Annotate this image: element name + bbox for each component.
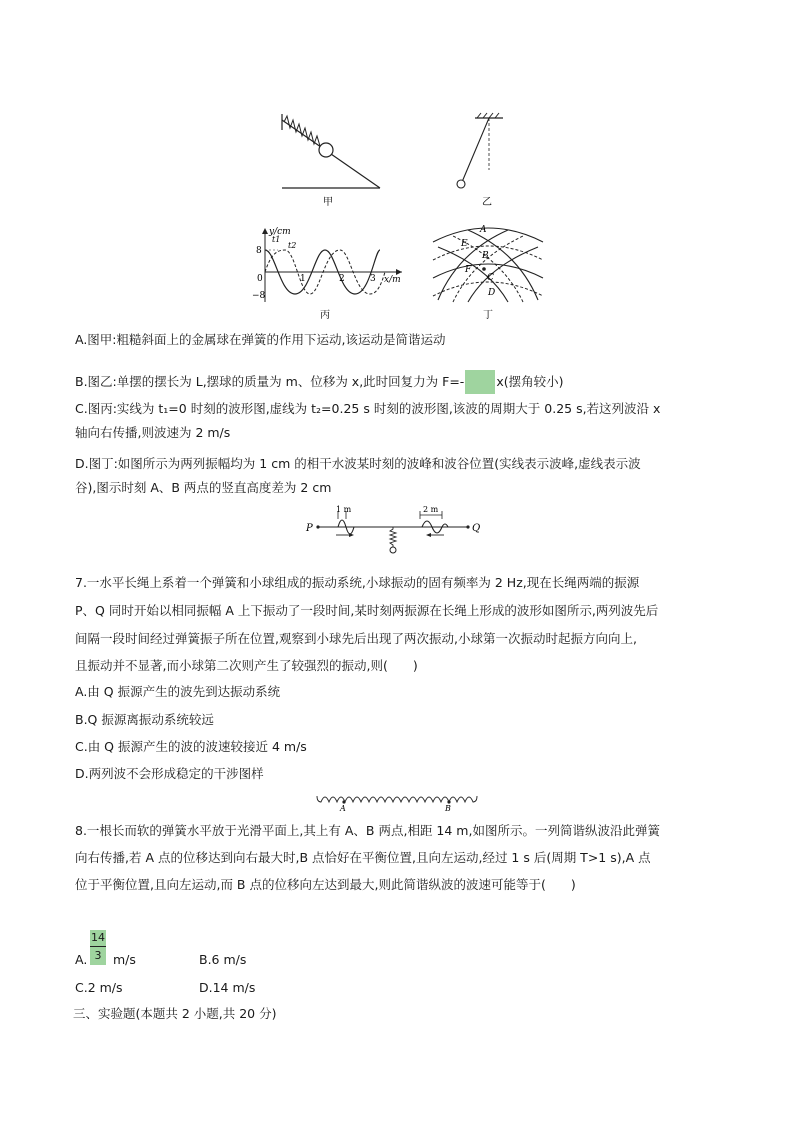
- q7-option-a: A.由 Q 振源产生的波先到达振动系统: [75, 684, 281, 699]
- q6-option-d-line2: 谷),图示时刻 A、B 两点的竖直高度差为 2 cm: [75, 480, 332, 495]
- q6-option-d-line1: D.图丁:如图所示为两列振幅均为 1 cm 的相干水波某时刻的波峰和波谷位置(实线表示波峰,虚线表示波: [75, 456, 641, 471]
- bing-x-tick-3: 3: [370, 274, 376, 284]
- q6-option-b-suffix: x(摆角较小): [496, 374, 564, 389]
- q7-stem-line3: 间隔一段时间经过弹簧振子所在位置,观察到小球先后出现了两次振动,小球第一次振动时起振方向向上,: [75, 631, 637, 646]
- q8-option-a-numerator: 14: [90, 930, 106, 947]
- q8-option-a-prefix: A.: [75, 952, 88, 967]
- q6-option-a: A.图甲:粗糙斜面上的金属球在弹簧的作用下运动,该运动是简谐运动: [75, 332, 446, 347]
- bing-t2-label: t2: [288, 241, 297, 250]
- q7-option-d: D.两列波不会形成稳定的干涉图样: [75, 766, 264, 781]
- figure-ding-interference: [428, 222, 548, 322]
- q8-label-A: A: [340, 804, 346, 812]
- figure-bing-label: 丙: [320, 310, 330, 321]
- bing-t1-label: t1: [272, 235, 281, 244]
- bing-y-axis-label: y/cm: [269, 227, 291, 237]
- bing-y-tick-8: 8: [256, 246, 262, 256]
- q8-option-a-unit: m/s: [113, 952, 136, 967]
- figure-jia-label: 甲: [323, 197, 333, 208]
- q8-option-a-fraction: [90, 930, 106, 965]
- q8-label-B: B: [445, 804, 451, 812]
- q7-option-b: B.Q 振源离振动系统较远: [75, 712, 214, 727]
- q7-stem-line2: P、Q 同时开始以相同振幅 A 上下振动了一段时间,某时刻两振源在长绳上形成的波形如图所示,两列波先后: [75, 603, 659, 618]
- ding-label-B: B: [482, 251, 489, 261]
- ding-label-F: F: [465, 265, 472, 275]
- q6-option-c-line1: C.图丙:实线为 t₁=0 时刻的波形图,虚线为 t₂=0.25 s 时刻的波形图,该波的周期大于 0.25 s,若这列波沿 x: [75, 401, 661, 416]
- figure-bing-wave-graph: [250, 222, 410, 322]
- q8-option-b: B.6 m/s: [199, 952, 247, 967]
- bing-x-axis-label: x/m: [384, 275, 401, 285]
- q8-stem-line1: 8.一根长而软的弹簧水平放于光滑平面上,其上有 A、B 两点,相距 14 m,如图所示。一列简谐纵波沿此弹簧: [75, 823, 660, 838]
- ding-label-C: C: [487, 273, 494, 283]
- figure-q8-spring: [315, 790, 480, 812]
- bing-x-tick-2: 2: [339, 274, 345, 284]
- q8-stem-line2: 向右传播,若 A 点的位移达到向右最大时,B 点恰好在平衡位置,且向左运动,经过 1 s 后(周期 T>1 s),A 点: [75, 850, 651, 865]
- q8-option-a-denominator: 3: [94, 949, 102, 962]
- q6-option-b-text: B.图乙:单摆的摆长为 L,摆球的质量为 m、位移为 x,此时回复力为 F=-: [75, 374, 465, 389]
- q6-option-b: [75, 370, 563, 394]
- bing-x-tick-0: 0: [257, 274, 263, 284]
- q6-option-b-fraction-box: [465, 370, 495, 394]
- bing-x-tick-1: 1: [300, 274, 306, 284]
- q8-option-c: C.2 m/s: [75, 980, 123, 995]
- q7-label-P: P: [306, 523, 313, 534]
- figure-ding-label: 丁: [483, 310, 493, 321]
- q8-stem-line3: 位于平衡位置,且向左运动,而 B 点的位移向左达到最大,则此简谐纵波的波速可能等于( ): [75, 877, 576, 892]
- q7-option-c: C.由 Q 振源产生的波的波速较接近 4 m/s: [75, 739, 307, 754]
- q7-label-Q: Q: [472, 523, 481, 534]
- ding-label-E: E: [461, 239, 468, 249]
- q8-option-d: D.14 m/s: [199, 980, 256, 995]
- section-3-heading: 三、实验题(本题共 2 小题,共 20 分): [73, 1006, 277, 1021]
- q7-stem-line1: 7.一水平长绳上系着一个弹簧和小球组成的振动系统,小球振动的固有频率为 2 Hz,现在长绳两端的振源: [75, 575, 640, 590]
- ding-label-A: A: [480, 225, 487, 235]
- figure-q7-rope: [300, 505, 500, 555]
- figure-yi-label: 乙: [482, 197, 492, 208]
- q7-label-1m: 1 m: [336, 505, 352, 514]
- figure-jia: [270, 110, 390, 210]
- figure-yi: [445, 110, 515, 210]
- ding-label-D: D: [488, 288, 496, 298]
- q6-option-c-line2: 轴向右传播,则波速为 2 m/s: [75, 425, 231, 440]
- q7-label-2m: 2 m: [423, 505, 439, 514]
- q7-stem-line4: 且振动并不显著,而小球第二次则产生了较强烈的振动,则( ): [75, 658, 418, 673]
- bing-y-tick-neg8: −8: [252, 291, 266, 301]
